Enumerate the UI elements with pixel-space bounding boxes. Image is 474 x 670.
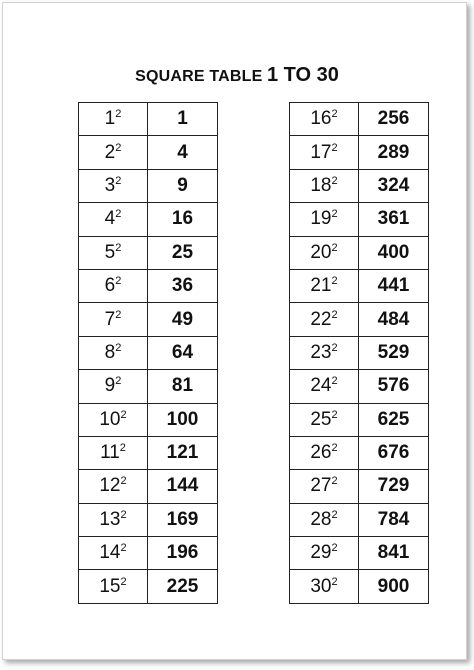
square-value: 64 [148,336,218,369]
square-value: 676 [359,436,429,469]
table-row [290,236,429,269]
table-row [79,203,218,236]
exponent: 2 [331,141,338,154]
base-number: 4 [104,208,116,230]
base-number: 19 [310,208,332,230]
square-expression [290,570,359,603]
table-row [79,269,218,302]
square-value: 25 [148,236,218,269]
table-row [290,370,429,403]
base-number: 3 [104,174,116,196]
base-number: 30 [310,575,332,597]
square-value: 900 [359,570,429,603]
square-value: 16 [148,203,218,236]
exponent: 2 [331,275,338,288]
square-expression [79,470,148,503]
exponent: 2 [120,408,127,421]
table-row [79,436,218,469]
square-value: 196 [148,537,218,570]
base-number: 6 [104,275,116,297]
square-value: 484 [359,303,429,336]
table-row [79,236,218,269]
exponent: 2 [331,341,338,354]
exponent: 2 [120,575,127,588]
square-value: 100 [148,403,218,436]
table-row [290,269,429,302]
table-row [290,436,429,469]
square-value: 4 [148,136,218,169]
square-expression [79,570,148,603]
square-expression [290,470,359,503]
table-row [290,203,429,236]
exponent: 2 [331,408,338,421]
square-expression [290,537,359,570]
base-number: 14 [99,542,121,564]
base-number: 7 [104,308,116,330]
exponent: 2 [331,575,338,588]
square-value: 81 [148,370,218,403]
square-expression [79,370,148,403]
base-number: 12 [99,475,121,497]
square-expression [290,336,359,369]
square-expression [79,336,148,369]
exponent: 2 [120,475,127,488]
page-title [0,64,474,87]
square-expression [79,537,148,570]
square-expression [79,269,148,302]
square-value: 361 [359,203,429,236]
square-value: 729 [359,470,429,503]
base-number: 29 [310,542,332,564]
exponent: 2 [115,174,122,187]
exponent: 2 [331,475,338,488]
base-number: 13 [99,508,121,530]
table-row [290,503,429,536]
table-row [290,570,429,603]
table-row [290,470,429,503]
base-number: 10 [99,408,121,430]
square-expression [290,269,359,302]
square-value: 784 [359,503,429,536]
exponent: 2 [331,308,338,321]
base-number: 2 [104,141,116,163]
exponent: 2 [331,208,338,221]
table-row [290,537,429,570]
table-row [79,470,218,503]
square-value: 324 [359,169,429,202]
square-expression [290,169,359,202]
exponent: 2 [331,108,338,121]
exponent: 2 [115,275,122,288]
base-number: 28 [310,508,332,530]
exponent: 2 [331,174,338,187]
square-expression [79,503,148,536]
square-value: 625 [359,403,429,436]
base-number: 25 [310,408,332,430]
square-value: 529 [359,336,429,369]
base-number: 26 [310,442,332,464]
square-expression [79,436,148,469]
table-row [79,336,218,369]
table-row [79,370,218,403]
base-number: 17 [310,141,332,163]
exponent: 2 [331,442,338,455]
base-number: 21 [310,275,332,297]
square-expression [79,236,148,269]
square-expression [290,103,359,136]
table-row [79,103,218,136]
base-number: 1 [104,108,116,130]
table-row [79,169,218,202]
square-expression [290,236,359,269]
exponent: 2 [331,375,338,388]
base-number: 20 [310,241,332,263]
table-row [290,103,429,136]
base-number: 27 [310,475,332,497]
square-value: 36 [148,269,218,302]
square-value: 256 [359,103,429,136]
square-expression [290,136,359,169]
square-table-left [78,102,218,604]
base-number: 16 [310,108,332,130]
square-expression [79,203,148,236]
square-value: 225 [148,570,218,603]
exponent: 2 [115,108,122,121]
square-expression [290,370,359,403]
square-expression [79,103,148,136]
table-row [79,570,218,603]
square-expression [290,303,359,336]
exponent: 2 [115,375,122,388]
square-expression [79,136,148,169]
base-number: 24 [310,375,332,397]
square-value: 9 [148,169,218,202]
base-number: 8 [104,341,116,363]
square-value: 841 [359,537,429,570]
square-value: 1 [148,103,218,136]
square-expression [290,436,359,469]
table-row [290,336,429,369]
square-value: 121 [148,436,218,469]
base-number: 9 [104,375,116,397]
table-row [290,136,429,169]
exponent: 2 [115,141,122,154]
square-value: 144 [148,470,218,503]
base-number: 15 [99,575,121,597]
square-table-right [289,102,429,604]
exponent: 2 [120,508,127,521]
square-expression [290,503,359,536]
base-number: 11 [100,442,120,464]
title-text: SQUARE TABLE [135,68,263,85]
square-expression [79,403,148,436]
square-value: 400 [359,236,429,269]
exponent: 2 [115,341,122,354]
square-value: 289 [359,136,429,169]
table-row [79,136,218,169]
exponent: 2 [331,241,338,254]
base-number: 18 [310,174,332,196]
exponent: 2 [115,208,122,221]
base-number: 23 [310,341,332,363]
exponent: 2 [120,542,127,555]
exponent: 2 [331,542,338,555]
table-row [290,403,429,436]
square-value: 49 [148,303,218,336]
table-row [290,169,429,202]
exponent: 2 [331,508,338,521]
table-row [79,503,218,536]
square-value: 169 [148,503,218,536]
title-range: 1 TO 30 [267,64,339,86]
base-number: 22 [310,308,332,330]
exponent: 2 [115,308,122,321]
square-expression [79,303,148,336]
square-value: 576 [359,370,429,403]
square-expression [290,203,359,236]
table-row [290,303,429,336]
table-row [79,403,218,436]
square-expression [79,169,148,202]
square-expression [290,403,359,436]
table-row [79,537,218,570]
base-number: 5 [104,241,116,263]
square-value: 441 [359,269,429,302]
exponent: 2 [115,241,122,254]
table-row [79,303,218,336]
exponent: 2 [119,442,126,455]
